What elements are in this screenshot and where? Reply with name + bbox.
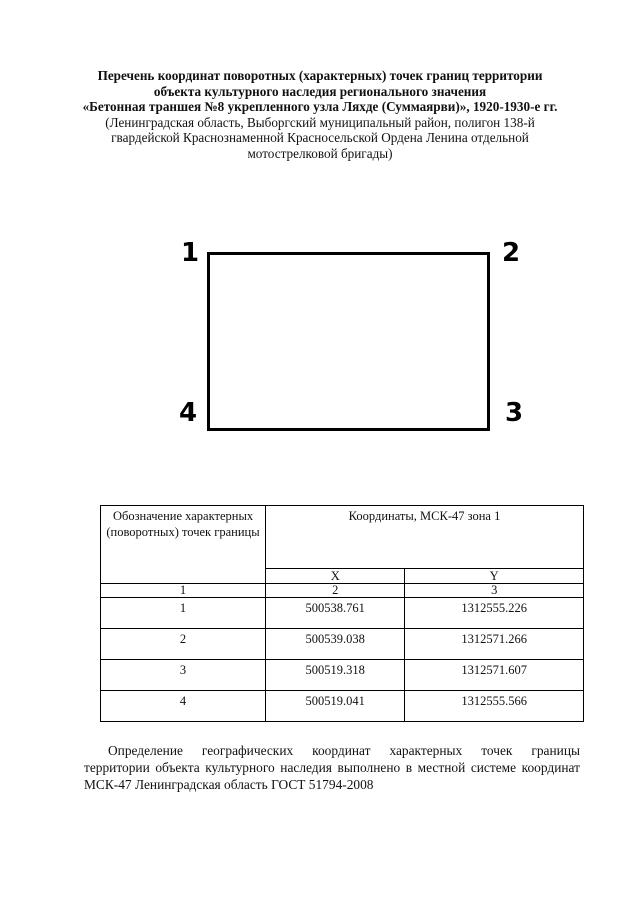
point-label-3: 3 [505, 398, 524, 428]
point-label-4: 4 [179, 398, 198, 428]
coordinate-x: 500538.761 [266, 598, 405, 629]
coordinates-table [100, 505, 584, 722]
header-x: X [266, 569, 405, 584]
heading-line-2: объекта культурного наследия регионального значения [153, 83, 487, 99]
coordinate-system-note [84, 742, 580, 793]
column-number-2: 2 [266, 584, 405, 598]
boundary-rectangle [207, 252, 490, 431]
coordinate-y: 1312571.266 [405, 629, 584, 660]
point-label-1: 1 [181, 238, 200, 268]
coordinate-x: 500519.041 [266, 691, 405, 722]
header-coordinates: Координаты, МСК-47 зона 1 [266, 506, 584, 569]
heading-line-6: мотострелковой бригады) [247, 145, 393, 161]
note-first-line: Определение географических координат характерных точек границы [108, 743, 580, 758]
coordinate-y: 1312555.566 [405, 691, 584, 722]
boundary-scheme [0, 230, 640, 440]
table-row [101, 629, 584, 660]
table-column-numbers-row [101, 584, 584, 598]
point-number: 2 [101, 629, 266, 660]
table-row [101, 598, 584, 629]
coordinate-x: 500519.318 [266, 660, 405, 691]
heading-line-3: «Бетонная траншея №8 укрепленного узла Ляхде (Суммаярви)», 1920-1930-е гг. [82, 99, 558, 115]
point-number: 1 [101, 598, 266, 629]
column-number-1: 1 [101, 584, 266, 598]
heading-line-4: (Ленинградская область, Выборгский муниципальный район, полигон 138-й [105, 114, 535, 130]
table-row [101, 660, 584, 691]
point-label-2: 2 [502, 238, 521, 268]
header-y: Y [405, 569, 584, 584]
table-header-row [101, 506, 584, 569]
note-rest: территории объекта культурного наследия выполнено в местной системе координат МСК-47 Ленинградская область ГОСТ 51794-2008 [84, 760, 580, 792]
coordinate-x: 500539.038 [266, 629, 405, 660]
coordinate-y: 1312571.607 [405, 660, 584, 691]
column-number-3: 3 [405, 584, 584, 598]
point-number: 3 [101, 660, 266, 691]
header-point-designation: Обозначение характерных (поворотных) точек границы [101, 506, 266, 584]
coordinate-y: 1312555.226 [405, 598, 584, 629]
heading-line-1: Перечень координат поворотных (характерных) точек границ территории [97, 68, 543, 83]
point-number: 4 [101, 691, 266, 722]
table-row [101, 691, 584, 722]
heading-line-5: гвардейской Краснознаменной Красносельской Ордена Ленина отдельной [111, 130, 529, 146]
document-heading [80, 68, 560, 162]
